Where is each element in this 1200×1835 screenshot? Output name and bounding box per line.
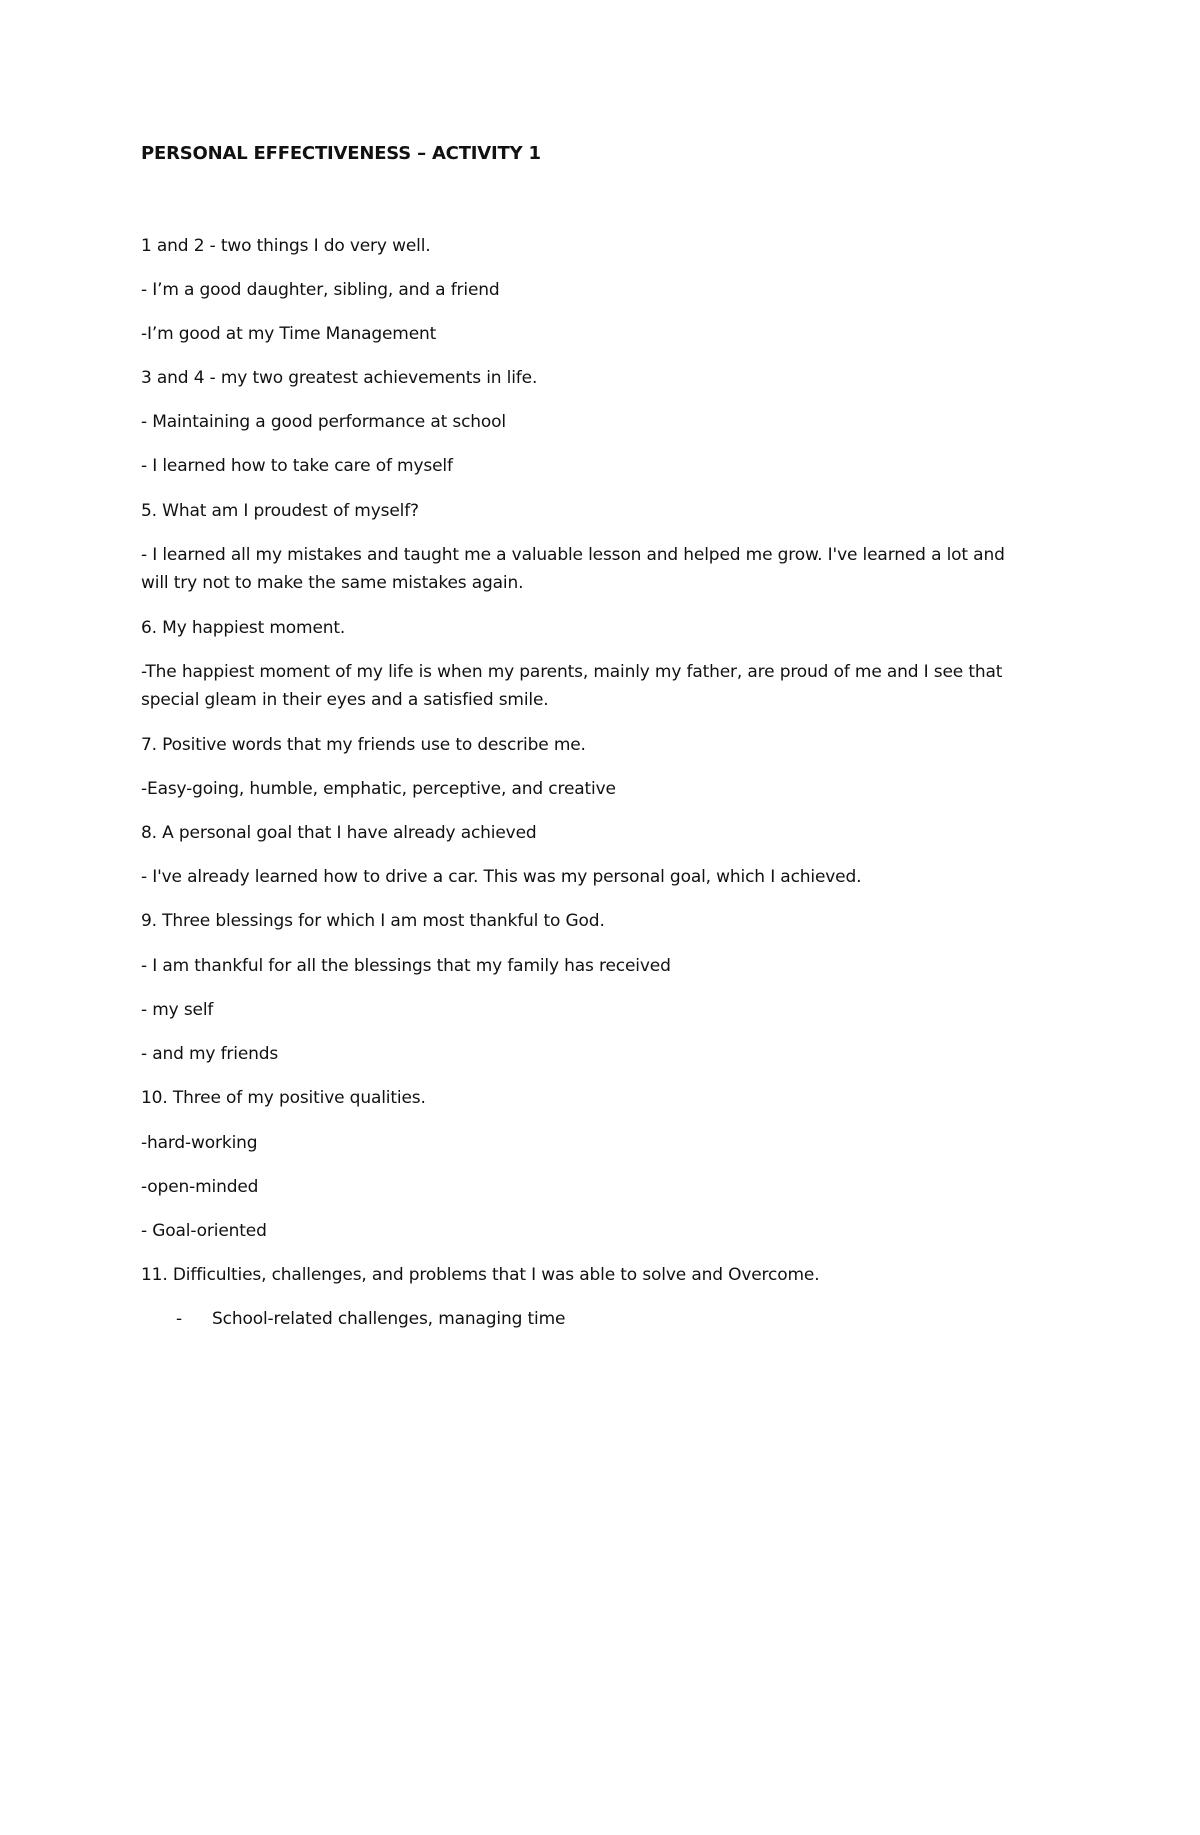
text-line: - I've already learned how to drive a car. This was my personal goal, which I achieved. <box>141 867 862 887</box>
text-line: - I am thankful for all the blessings that my family has received <box>141 956 671 976</box>
text-line: 1 and 2 - two things I do very well. <box>141 236 431 256</box>
text-line: - my self <box>141 1000 214 1020</box>
list-bullet-marker: - <box>176 1309 183 1329</box>
text-line: 10. Three of my positive qualities. <box>141 1088 426 1108</box>
text-line: -open-minded <box>141 1177 259 1197</box>
text-line: - and my friends <box>141 1044 279 1064</box>
text-line: special gleam in their eyes and a satisfied smile. <box>141 690 549 710</box>
text-line: 3 and 4 - my two greatest achievements in life. <box>141 368 538 388</box>
text-line: 8. A personal goal that I have already achieved <box>141 823 537 843</box>
text-line: 11. Difficulties, challenges, and problems that I was able to solve and Overcome. <box>141 1265 820 1285</box>
text-line: 6. My happiest moment. <box>141 618 346 638</box>
text-line: - Maintaining a good performance at school <box>141 412 506 432</box>
text-line: 9. Three blessings for which I am most thankful to God. <box>141 911 605 931</box>
text-line: will try not to make the same mistakes again. <box>141 573 524 593</box>
document-title: PERSONAL EFFECTIVENESS – ACTIVITY 1 <box>141 143 541 164</box>
text-line: 5. What am I proudest of myself? <box>141 501 419 521</box>
text-line: -I’m good at my Time Management <box>141 324 437 344</box>
list-item: School-related challenges, managing time <box>212 1309 566 1329</box>
text-line: -Easy-going, humble, emphatic, perceptive, and creative <box>141 779 616 799</box>
text-line: 7. Positive words that my friends use to describe me. <box>141 735 586 755</box>
text-line: - I’m a good daughter, sibling, and a friend <box>141 280 500 300</box>
text-line: -The happiest moment of my life is when my parents, mainly my father, are proud of me and I see that <box>141 662 1003 682</box>
text-line: - I learned all my mistakes and taught me a valuable lesson and helped me grow. I've learned a lot and <box>141 545 1005 565</box>
text-line: - Goal-oriented <box>141 1221 267 1241</box>
text-line: -hard-working <box>141 1133 258 1153</box>
text-line: - I learned how to take care of myself <box>141 456 453 476</box>
